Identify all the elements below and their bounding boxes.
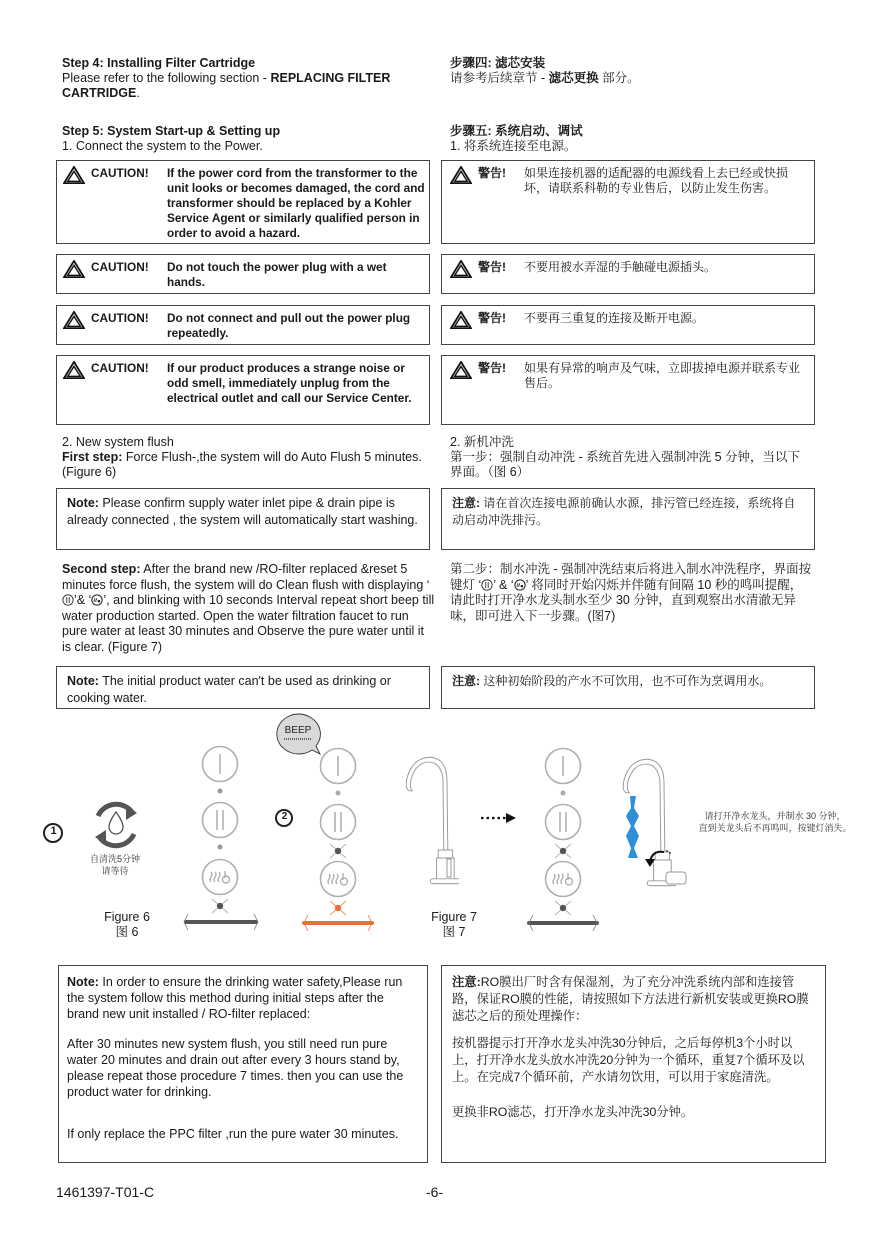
mode-2-icon: [62, 594, 74, 606]
step5-title: Step 5: System Start-up & Setting up: [62, 124, 281, 138]
warning-triangle-icon: [450, 166, 472, 184]
step4-text-zh: 请参考后续章节 - 滤芯更换 部分。: [450, 71, 640, 85]
blink-indicator-icon: [555, 844, 571, 858]
faucet-instruction: 请打开净水龙头，并制水 30 分钟， 直到关龙头后不再鸣叫，按键灯消失。: [698, 811, 852, 833]
blink-indicator-icon: [555, 901, 571, 915]
warning-triangle-icon: [450, 361, 472, 379]
caution-box-4: CAUTION! If our product produces a strange noise or odd smell, immediately unplug from the electrical outlet and call our Service Center.: [56, 355, 430, 425]
note-box-1: Note: Please confirm supply water inlet pipe & drain pipe is already connected , the system will automatically start washing.: [56, 488, 430, 550]
caution-text-zh: 如果有异常的响声及气味，立即拔掉电源并联系专业售后。: [524, 361, 801, 390]
step4-text: Please refer to the following section - REPLACING FILTER CARTRIDGE.: [62, 71, 391, 100]
faucet-closed-icon: [406, 757, 460, 883]
step4-title: Step 4: Installing Filter Cartridge: [62, 56, 256, 70]
first-step-text: First step: Force Flush-,the system will do Auto Flush 5 minutes.(Figure 6): [62, 450, 422, 479]
arrow-right-icon: [506, 813, 516, 823]
bottom-note-zh: 注意:RO膜出厂时含有保湿剂，为了充分冲洗系统内部和连接管路，保证RO膜的性能，请按照如下方法进行新机安装或更换RO膜滤芯之后的预处理操作： 按机器提示打开净水龙头冲洗30分钟后，之后每停机3个小时以上，打开净水龙头放水冲洗20分钟为一个循环，重复7个循环及以上。在完成7个循环前，产水请勿饮用，可以用于家庭清洗。 更换非RO滤芯，打开净水龙头冲洗30分钟。: [441, 965, 826, 1163]
step5-item1-zh: 1. 将系统连接至电源。: [450, 139, 577, 153]
caution-text-zh: 如果连接机器的适配器的电源线看上去已经或快损坏，请联系科勒的专业售后，以防止发生伤害。: [524, 166, 789, 195]
water-stream: [626, 796, 639, 858]
self-clean-refresh-icon: [95, 804, 137, 845]
note-box-1-zh: 注意: 请在首次连接电源前确认水源，排污管已经连接，系统将自动启动冲洗排污。: [441, 488, 815, 550]
caution-box-3-zh: 警告! 不要再三重复的连接及断开电源。: [441, 305, 815, 345]
caution-text: If our product produces a strange noise or odd smell, immediately unplug from the electrical outlet and call our Service Center.: [167, 361, 412, 405]
flush-mode-icon: [514, 579, 526, 591]
second-step-en: Second step: After the brand new /RO-filter replaced &reset 5 minutes force flush, the system will do Clean flush with displaying ‘’& ‘ ’, and blinking with 10 seconds Interval repeat short beep till water production started. Open the water filtration faucet to run pure water at least 30 minutes and Observe the pure water until it is clear. (Figure 7): [62, 562, 435, 654]
mode-2-button-icon: [546, 805, 581, 840]
mode-2-button-icon: [203, 803, 238, 838]
caution-box-4-zh: 警告! 如果有异常的响声及气味，立即拔掉电源并联系专业售后。: [441, 355, 815, 425]
bottom-note-en: Note: In order to ensure the drinking water safety,Please run the system follow this method during initial steps after the brand new unit installed / RO-filter replaced: After 30 minutes new system flush, you still need run pure water 20 minutes and drain out after every 3 hours stand by, please repeat those procedure 7 times. then you can use the product water for drinking. If only replace the PPC filter ,run the pure water 30 minutes.: [58, 965, 428, 1163]
mode-1-button-icon: [546, 749, 581, 784]
step-2-marker: 2: [281, 811, 288, 822]
caution-box-3: CAUTION! Do not connect and pull out the power plug repeatedly.: [56, 305, 430, 345]
caution-text: Do not touch the power plug with a wet hands.: [167, 260, 387, 289]
caution-box-2-zh: 警告! 不要用被水弄湿的手触碰电源插头。: [441, 254, 815, 294]
warning-triangle-icon: [450, 260, 472, 278]
mode-2-button-icon: [321, 805, 356, 840]
first-step-text-zh: 第一步：强制自动冲洗 - 系统首先进入强制冲洗 5 分钟，当以下界面。（图 6）: [450, 450, 801, 479]
step-1-marker: 1: [50, 825, 57, 837]
warning-triangle-icon: [63, 361, 85, 379]
flush-button-icon: [546, 862, 581, 897]
mode-2-icon: [481, 579, 493, 591]
note-box-2-zh: 注意: 这种初始阶段的产水不可饮用，也不可作为烹调用水。: [441, 666, 815, 709]
flush-first-step-zh: [450, 435, 826, 480]
flush-heading-zh: 2. 新机冲洗: [450, 435, 514, 449]
figure-7-caption: Figure 7 图 7: [431, 910, 477, 939]
self-clean-caption: 自清洗5分钟 请等待: [89, 854, 140, 876]
step4-zh: [450, 56, 826, 86]
blink-indicator-icon: [212, 899, 228, 913]
beep-bubble: [277, 714, 321, 754]
step5-title-zh: 步骤五: 系统启动、调试: [450, 124, 583, 138]
note-box-2: Note: The initial product water can't be used as drinking or cooking water.: [56, 666, 430, 709]
caution-text: If the power cord from the transformer to the unit looks or becomes damaged, the cord and transformer should be replaced by a Kohler Service Agent or similarly qualified person in order to avoid a hazard.: [167, 166, 425, 240]
warning-triangle-icon: [63, 260, 85, 278]
step5-en: [62, 124, 434, 154]
caution-text: Do not connect and pull out the power plug repeatedly.: [167, 311, 411, 340]
doc-number: 1461397-T01-C: [56, 1184, 155, 1200]
flush-button-icon: [203, 860, 238, 895]
page-number: -6-: [426, 1184, 444, 1200]
step4-en: [62, 56, 434, 101]
caution-box-1-zh: 警告! 如果连接机器的适配器的电源线看上去已经或快损坏，请联系科勒的专业售后，以防止发生伤害。: [441, 160, 815, 244]
warning-triangle-icon: [63, 166, 85, 184]
caution-text-zh: 不要用被水弄湿的手触碰电源插头。: [524, 260, 717, 274]
flush-mode-icon: [91, 594, 103, 606]
mode-1-button-icon: [321, 749, 356, 784]
caution-text-zh: 不要再三重复的连接及断开电源。: [524, 311, 705, 325]
flush-heading: 2. New system flush: [62, 435, 174, 449]
step5-zh: [450, 124, 826, 154]
second-step-zh: 第二步：制水冲洗 - 强制冲洗结束后将进入制水冲洗程序，界面按键灯 ‘ ’ & ‘ ’ 将同时开始闪烁并伴随有间隔 10 秒的鸣叫提醒，请此时打开净水龙头制水至少 30 分钟，直到观察出水清澈无异味，即可进入下一步骤。(图7): [450, 562, 812, 623]
caution-box-1: CAUTION! If the power cord from the transformer to the unit looks or becomes damaged, the cord and transformer should be replaced by a Kohler Service Agent or similarly qualified person in order to avoid a hazard.: [56, 160, 430, 244]
warning-triangle-icon: [450, 311, 472, 329]
caution-box-2: CAUTION! Do not touch the power plug with a wet hands.: [56, 254, 430, 294]
mode-1-button-icon: [203, 747, 238, 782]
flush-button-icon: [321, 862, 356, 897]
warning-triangle-icon: [63, 311, 85, 329]
step5-item1: 1. Connect the system to the Power.: [62, 139, 263, 153]
blink-indicator-icon: [330, 844, 346, 858]
svg-text:BEEP: BEEP: [284, 725, 312, 736]
step4-title-zh: 步骤四: 滤芯安装: [450, 56, 546, 70]
blink-indicator-active-icon: [330, 901, 346, 915]
figure-6-caption: Figure 6 图 6: [104, 910, 150, 939]
flush-first-step-en: [62, 435, 434, 480]
